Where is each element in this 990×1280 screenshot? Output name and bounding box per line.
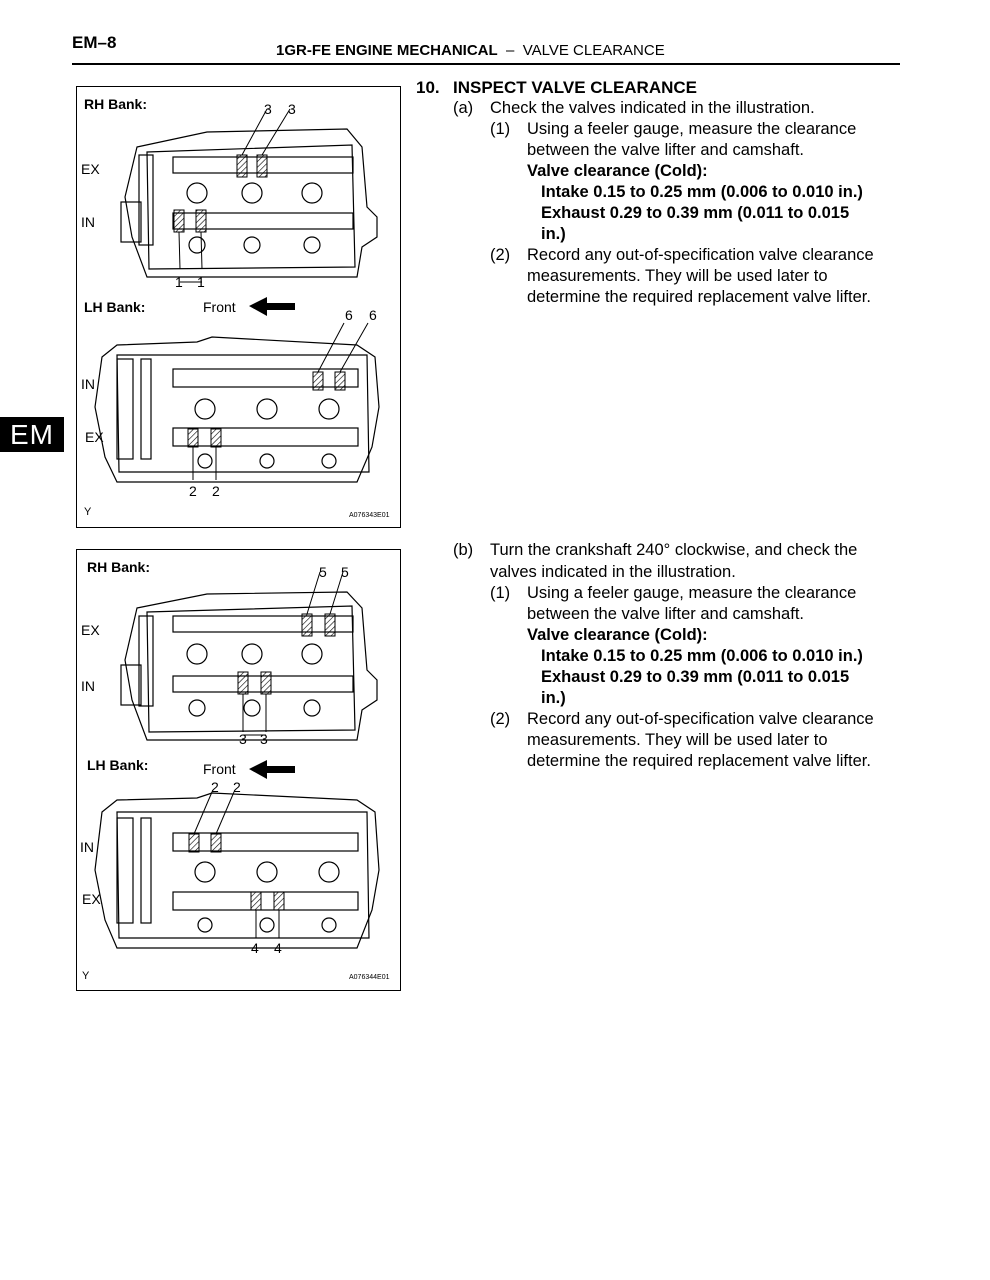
page-number: EM–8 (72, 33, 117, 52)
leader-1b (201, 232, 202, 269)
rh-lifter-5b (325, 614, 335, 636)
callout-3b: 3 (260, 731, 268, 747)
callout-2a: 2 (189, 483, 197, 499)
ex-label: EX (81, 622, 100, 638)
step-a-spec-intake: Intake 0.15 to 0.25 mm (0.006 to 0.010 in.) (541, 183, 863, 201)
step-b-spec-exhaust-2: in.) (541, 689, 566, 707)
step-a1-marker: (1) (490, 120, 511, 138)
rh-bank-label: RH Bank: (84, 96, 148, 112)
lh-lifter-6b (335, 372, 345, 390)
rh-cylinder-head (121, 129, 377, 277)
step-b1-line1: Using a feeler gauge, measure the clearance (527, 584, 857, 602)
header-title-sub: VALVE CLEARANCE (522, 42, 665, 59)
figure-code: A076344E01 (349, 974, 390, 981)
rh-cylinder-head (121, 592, 377, 740)
lh-cylinder-head (95, 793, 379, 948)
step-a1-line2: between the valve lifter and camshaft. (527, 141, 804, 159)
header-title-sep: – (506, 42, 515, 59)
rh-lifter-1a (174, 210, 184, 232)
callout-4b: 4 (274, 940, 282, 956)
step-b-line2: valves indicated in the illustration. (490, 563, 736, 581)
in-label-lh: IN (81, 376, 95, 392)
figure-code: A076343E01 (349, 512, 390, 519)
callout-5a: 5 (319, 564, 327, 580)
figure-2 (76, 549, 401, 991)
leader-6b (340, 323, 368, 372)
front-arrow-icon (249, 297, 295, 316)
ex-label-lh: EX (82, 891, 101, 907)
callout-3a: 3 (264, 101, 272, 117)
step-a1-line1: Using a feeler gauge, measure the clearance (527, 120, 857, 138)
lh-lifter-2b (211, 834, 221, 852)
callout-4a: 4 (251, 940, 259, 956)
corner-mark: Y (84, 506, 92, 518)
lh-lifter-6a (313, 372, 323, 390)
lh-lifter-4a (251, 892, 261, 910)
lh-cylinder-head (95, 337, 379, 482)
rh-lifter-1b (196, 210, 206, 232)
rh-bank-label: RH Bank: (87, 559, 151, 575)
step-a2-line1: Record any out-of-specification valve clearance (527, 246, 874, 264)
step-b2-marker: (2) (490, 710, 511, 728)
header-title (276, 42, 665, 59)
callout-1b: 1 (197, 274, 205, 290)
callout-2b: 2 (212, 483, 220, 499)
front-arrow-icon (249, 760, 295, 779)
ex-label-lh: EX (85, 429, 104, 445)
front-label: Front (203, 761, 236, 777)
step-b1-marker: (1) (490, 584, 511, 602)
leader-6a (318, 323, 344, 372)
step-a-text: Check the valves indicated in the illustration. (490, 99, 815, 117)
step-b-spec-intake: Intake 0.15 to 0.25 mm (0.006 to 0.010 in.) (541, 647, 863, 665)
step-b2-line3: determine the required replacement valve lifter. (527, 752, 871, 770)
in-label-lh: IN (80, 839, 94, 855)
step-a2-line2: measurements. They will be used later to (527, 267, 828, 285)
step-a-spec-title: Valve clearance (Cold): (527, 162, 708, 180)
lh-bank-label: LH Bank: (84, 299, 146, 315)
lh-lifter-2a (188, 429, 198, 447)
lh-bank-label: LH Bank: (87, 757, 149, 773)
step-a-spec-exhaust-2: in.) (541, 225, 566, 243)
section-side-tab: EM (0, 417, 64, 452)
leader-2b (216, 792, 234, 834)
header-title-main: 1GR-FE ENGINE MECHANICAL (276, 42, 498, 59)
rh-lifter-3b (257, 155, 267, 177)
step-b-spec-exhaust-1: Exhaust 0.29 to 0.39 mm (0.011 to 0.015 (541, 668, 850, 686)
rh-lifter-5a (302, 614, 312, 636)
step-a-marker: (a) (453, 99, 474, 117)
section-title: INSPECT VALVE CLEARANCE (453, 78, 698, 97)
lh-lifter-2a (189, 834, 199, 852)
lh-lifter-4b (274, 892, 284, 910)
ex-label: EX (81, 161, 100, 177)
rh-lifter-3b (261, 672, 271, 694)
callout-3a: 3 (239, 731, 247, 747)
callout-6b: 6 (369, 307, 377, 323)
step-b1-line2: between the valve lifter and camshaft. (527, 605, 804, 623)
callout-6a: 6 (345, 307, 353, 323)
callout-2b: 2 (233, 779, 241, 795)
step-b-spec-title: Valve clearance (Cold): (527, 626, 708, 644)
figure-1 (76, 86, 401, 528)
front-label: Front (203, 299, 236, 315)
step-a2-line3: determine the required replacement valve lifter. (527, 288, 871, 306)
header-rule (72, 63, 900, 65)
corner-mark: Y (82, 970, 90, 982)
step-b-line1: Turn the crankshaft 240° clockwise, and check the (490, 541, 858, 559)
step-a-spec-exhaust-1: Exhaust 0.29 to 0.39 mm (0.011 to 0.015 (541, 204, 850, 222)
step-b-marker: (b) (453, 541, 474, 559)
leader-1a (179, 232, 180, 269)
rh-lifter-3a (237, 155, 247, 177)
in-label: IN (81, 214, 95, 230)
in-label: IN (81, 678, 95, 694)
rh-lifter-3a (238, 672, 248, 694)
callout-1a: 1 (175, 274, 183, 290)
step-b2-line2: measurements. They will be used later to (527, 731, 828, 749)
step-b2-line1: Record any out-of-specification valve clearance (527, 710, 874, 728)
callout-2a: 2 (211, 779, 219, 795)
lh-lifter-2b (211, 429, 221, 447)
step-a2-marker: (2) (490, 246, 511, 264)
callout-3b: 3 (288, 101, 296, 117)
callout-5b: 5 (341, 564, 349, 580)
section-number: 10. (416, 78, 440, 97)
